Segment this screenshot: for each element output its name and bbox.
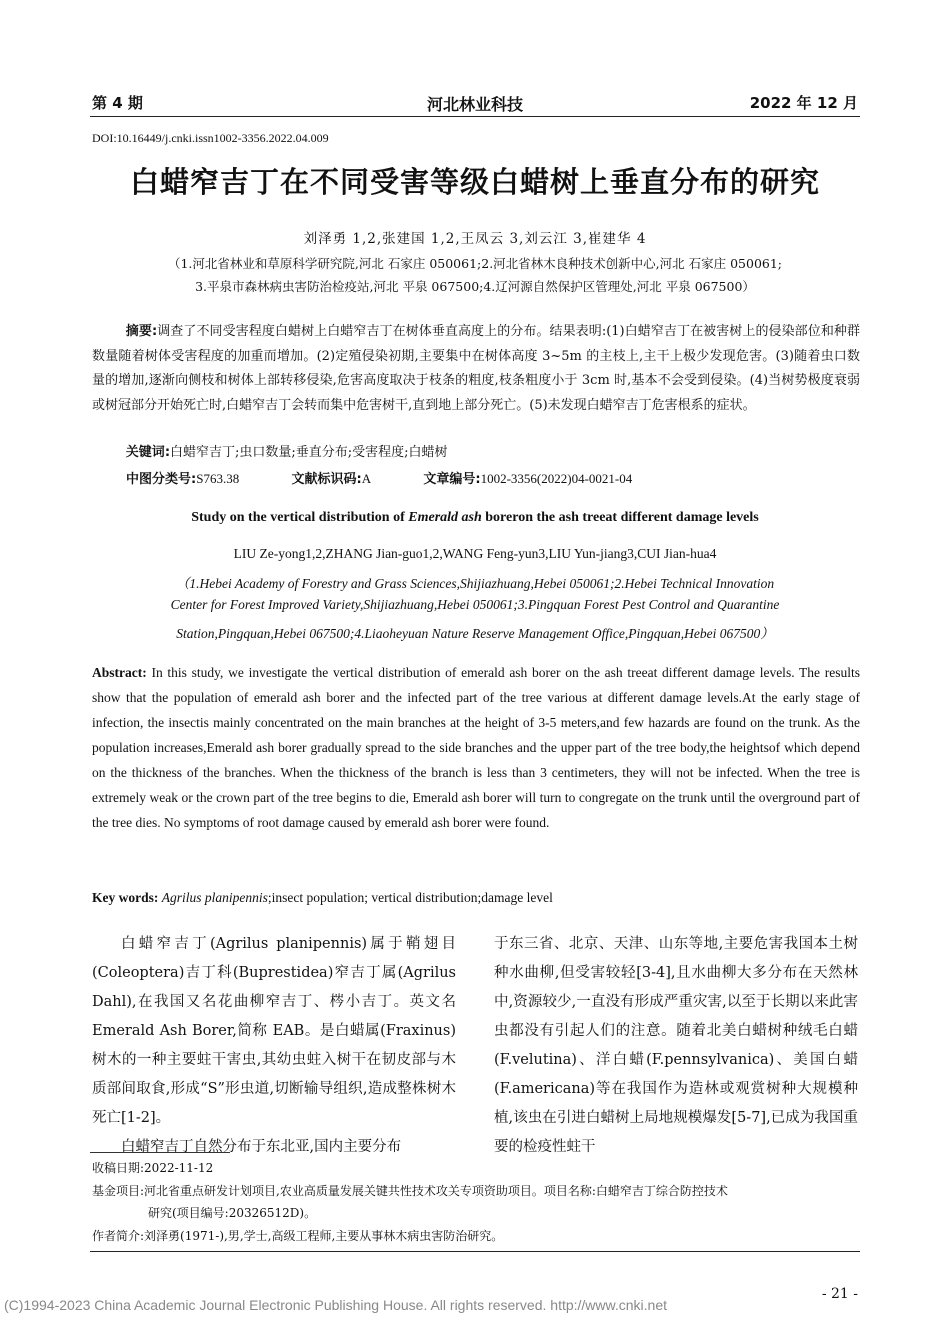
affil-cn-line-1: （1.河北省林业和草原科学研究院,河北 石家庄 050061;2.河北省林木良种技术创新中心,河北 石家庄 050061; [167, 256, 783, 271]
abstract-cn: 摘要:调查了不同受害程度白蜡树上白蜡窄吉丁在树体垂直高度上的分布。结果表明:(1)白蜡窄吉丁在被害树上的侵染部位和种群数量随着树体受害程度的加重而增加。(2)定殖侵染初期,主要集中在树体高度 3~5m 的主枝上,主干上极少发现危害。(3)随着虫口数量的增加,逐渐向侧枝和树体上部转移侵染,危害高度取决于枝条的粗度,枝条粗度小于 3cm 时,基本不会受到侵染。(4)当树势极度衰弱或树冠部分开始死亡时,白蜡窄吉丁会转而集中危害树干,直到地上部分死亡。(5)未发现白蜡窄吉丁危害根系的症状。 [92, 324, 860, 413]
keywords-en-label: Key words [92, 890, 154, 905]
body-left-column [92, 930, 456, 1162]
title-en: Study on the vertical distribution of Emerald ash boreron the ash treeat different damage levels [191, 510, 759, 525]
article-no-label: 文章编号 [423, 472, 476, 487]
journal-name: 河北林业科技 [426, 95, 523, 114]
body-paragraph-2-continued: 于东三省、北京、天津、山东等地,主要危害我国本土树种水曲柳,但受害较轻[3-4],且水曲柳大多分布在天然林中,资源较少,一直没有形成严重灾害,以至于长期以来此害虫都没有引起人们的注意。随着北美白蜡树种绒毛白蜡 (F.velutina)、洋白蜡(F.pennsylvanica)、美国白蜡(F.americana)等在我国作为造林或观赏树种大规模种植,该虫在引进白蜡树上局地规模爆发[5-7],已成为我国重要的检疫性蛀干 [494, 936, 858, 1155]
abstract-cn-label: 摘要 [125, 324, 152, 339]
clc-label: 中图分类号 [126, 472, 192, 487]
footnote-received: 收稿日期:2022-11-12 [92, 1161, 214, 1175]
abstract-en-label: Abstract [92, 665, 143, 680]
affil-en-line-1: （1.Hebei Academy of Forestry and Grass Sciences,Shijiazhuang,Hebei 050061;2.Hebei Technical Innovation [175, 576, 775, 591]
doc-code-label: 文献标识码 [291, 472, 357, 487]
footnote-fund: 基金项目:河北省重点研发计划项目,农业高质量发展关键共性技术攻关专项资助项目。项目名称:白蜡窄吉丁综合防控技术 [92, 1184, 728, 1198]
authors-en: LIU Ze-yong1,2,ZHANG Jian-guo1,2,WANG Feng-yun3,LIU Yun-jiang3,CUI Jian-hua4 [233, 546, 717, 561]
title-cn: 白蜡窄吉丁在不同受害等级白蜡树上垂直分布的研究 [129, 165, 820, 199]
header-rule [90, 116, 860, 117]
footnote-author: 作者简介:刘泽勇(1971-),男,学士,高级工程师,主要从事林木病虫害防治研究。 [92, 1229, 504, 1243]
abstract-en: Abstract: In this study, we investigate the vertical distribution of emerald ash borer on the ash treeat different damage levels. The results show that the population of emerald ash borer and the infected part of the tree various at different damage levels.At the early stage of infection, the insectis mainly concentrated on the main branches at the height of 3-5 meters,and few hazards are found on the trunk. As the population increases,Emerald ash borer gradually spread to the side branches and the upper part of the tree body,the heightsof which depend on the thickness of the branches. When the thickness of the branch is less than 3 centimeters, they will not be infected. When the tree is extremely weak or the crown part of the tree begins to die, Emerald ash borer will turn to congregate on the trunk until the overground part of the tree dies. No symptoms of root damage caused by emerald ash borer were found. [92, 665, 860, 830]
affil-en-line-3: Station,Pingquan,Hebei 067500;4.Liaoheyuan Nature Reserve Management Office,Pingquan,Hebei 067500） [176, 626, 774, 641]
clc-value: S763.38 [196, 471, 240, 486]
doc-code-value: A [361, 471, 372, 486]
footnote-fund-cont: 研究(项目编号:20326512D)。 [148, 1206, 317, 1220]
body-paragraph-1: 白蜡窄吉丁(Agrilus planipennis)属于鞘翅目(Coleoptera)吉丁科(Buprestidea)窄吉丁属(Agrilus Dahl),在我国又名花曲柳窄吉丁、梣小吉丁。英文名 Emerald Ash Borer,简称 EAB。是白蜡属(Fraxinus)树木的一种主要蛀干害虫,其幼虫蛀入树干在韧皮部与木质部间取食,形成“S”形虫道,切断输导组织,造成整株树木死亡[1-2]。 [92, 936, 456, 1126]
footnote-rule [90, 1152, 230, 1153]
abstract-en-text: In this study, we investigate the vertical distribution of emerald ash borer on the ash treeat different damage levels. The results show that the population of emerald ash borer and the infected part of the tree various at different damage levels.At the early stage of infection, the insectis mainly concentrated on the main branches at the height of 3-5 meters,and few hazards are found on the trunk. As the population increases,Emerald ash borer gradually spread to the side branches and the upper part of the tree body,the heightsof which depend on the thickness of the branches. When the thickness of the branch is less than 3 centimeters, they will not be infected. When the tree is extremely weak or the crown part of the tree begins to die, Emerald ash borer will turn to congregate on the trunk until the overground part of the tree dies. No symptoms of root damage caused by emerald ash borer were found. [92, 665, 860, 830]
classification-row: 中图分类号:S763.38 文献标识码:A 文章编号:1002-3356(2022)04-0021-04 [126, 471, 633, 487]
authors-cn: 刘泽勇 1,2,张建国 1,2,王凤云 3,刘云江 3,崔建华 4 [303, 231, 647, 247]
abstract-cn-text: 调查了不同受害程度白蜡树上白蜡窄吉丁在树体垂直高度上的分布。结果表明:(1)白蜡窄吉丁在被害树上的侵染部位和种群数量随着树体受害程度的加重而增加。(2)定殖侵染初期,主要集中在树体高度 3~5m 的主枝上,主干上极少发现危害。(3)随着虫口数量的增加,逐渐向侧枝和树体上部转移侵染,危害高度取决于枝条的粗度,枝条粗度小于 3cm 时,基本不会受到侵染。(4)当树势极度衰弱或树冠部分开始死亡时,白蜡窄吉丁会转而集中危害树干,直到地上部分死亡。(5)未发现白蜡窄吉丁危害根系的症状。 [92, 324, 860, 413]
keywords-cn-text: 白蜡窄吉丁;虫口数量;垂直分布;受害程度;白蜡树 [170, 445, 448, 460]
copyright-watermark: (C)1994-2023 China Academic Journal Electronic Publishing House. All rights reserved. http://www.cnki.net [4, 1297, 667, 1313]
doi: DOI:10.16449/j.cnki.issn1002-3356.2022.04.009 [92, 131, 329, 145]
article-no-value: 1002-3356(2022)04-0021-04 [480, 471, 633, 486]
affil-cn-line-2: 3.平泉市森林病虫害防治检疫站,河北 平泉 067500;4.辽河源自然保护区管理处,河北 平泉 067500） [195, 279, 755, 294]
footer-rule [90, 1251, 860, 1252]
page-number: - 21 - [821, 1286, 858, 1302]
body-right-column [494, 930, 858, 1162]
body-paragraph-2: 白蜡窄吉丁自然分布于东北亚,国内主要分布 [121, 1139, 402, 1155]
keywords-cn: 关键词:白蜡窄吉丁;虫口数量;垂直分布;受害程度;白蜡树 [125, 445, 448, 460]
issue-date: 2022 年 12 月 [749, 94, 858, 112]
keywords-cn-label: 关键词 [125, 445, 165, 460]
issue-number: 第 4 期 [92, 94, 143, 112]
affil-en-line-2: Center for Forest Improved Variety,Shijiazhuang,Hebei 050061;3.Pingquan Forest Pest Control and Quarantine [170, 597, 780, 612]
keywords-en: Key words: Agrilus planipennis;insect population; vertical distribution;damage level [92, 890, 553, 905]
